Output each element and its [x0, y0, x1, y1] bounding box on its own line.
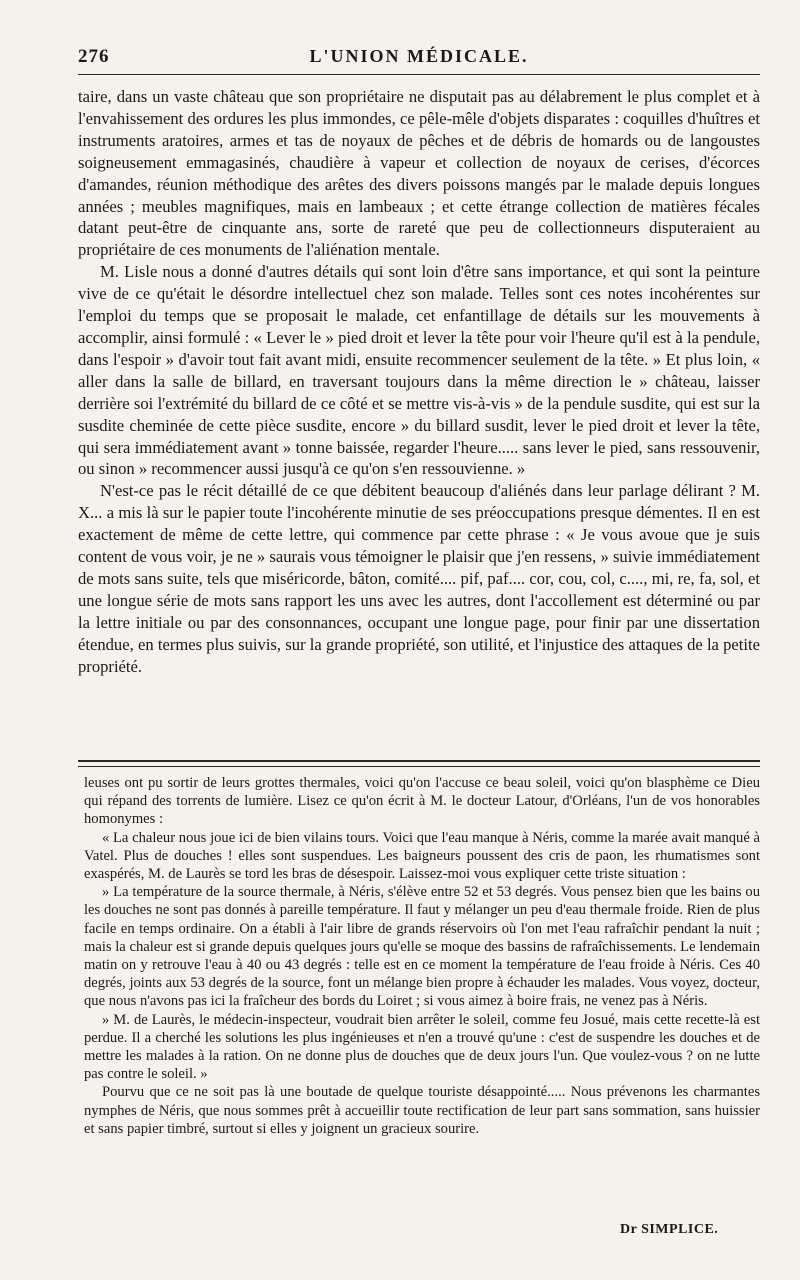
- feuilleton-paragraph: « La chaleur nous joue ici de bien vilains tours. Voici que l'eau manque à Néris, comme la marée avait manqué à Vatel. Plus de douches ! elles sont suspendues. Les baigneurs poussent des cris de paon, les rhumatismes sont exaspérés, M. de Laurès se tord les bras de désespoir. Laissez-moi vous expliquer cette triste situation :: [84, 829, 760, 883]
- feuilleton-paragraph: » M. de Laurès, le médecin-inspecteur, voudrait bien arrêter le soleil, comme feu Josué, mais cette recette-là est perdue. Il a cherché les solutions les plus ingénieuses et n'en a trouvé qu'une : c'est de suspendre les douches et de mettre les malades à la ration. On ne donne plus de douches que de deux jours l'un. Que voulez-vous ? on ne lutte pas contre le soleil. »: [84, 1011, 760, 1083]
- feuilleton-paragraph: » La température de la source thermale, à Néris, s'élève entre 52 et 53 degrés. Vous pensez bien que les bains ou les douches ne sont pas donnés à pareille température. Il faut y mélanger un peu d'eau thermale froide. Rien de plus facile en temps ordinaire. On a établi à l'air libre de grands réservoirs où l'on met l'eau rafraîchir pendant la nuit ; mais la chaleur est si grande depuis quelques jours qu'elle se moque des bassins de rafraîchissements. Le lendemain matin on y retrouve l'eau à 40 ou 43 degrés : telle est en ce moment la température de l'eau froide à Néris. Ces 40 degrés, joints aux 53 degrés de la source, font un mélange bien propre à échauder les malades. Vous voyez, docteur, que nous n'avons pas ici la fraîcheur des bords du Loiret ; si vous aimez à boire frais, ne venez pas à Néris.: [84, 884, 760, 1010]
- running-title: L'UNION MÉDICALE.: [309, 46, 529, 66]
- feuilleton-separator: [78, 760, 760, 767]
- feuilleton-paragraph: Pourvu que ce ne soit pas là une boutade de quelque touriste désappointé..... Nous prévenons les charmantes nymphes de Néris, que nous sommes prêt à accueillir toute rectification de leur part sans sommation, sans huissier et sans papier timbré, surtout si elles y joignent un gracieux sourire.: [84, 1084, 760, 1137]
- feuilleton-paragraph: leuses ont pu sortir de leurs grottes thermales, voici qu'on l'accuse ce beau soleil, voici qu'on blasphème ce Dieu qui répand des torrents de lumière. Lisez ce qu'on écrit à M. le docteur Latour, d'Orléans, l'un de vos honorables homonymes :: [84, 775, 760, 828]
- article-paragraph: taire, dans un vaste château que son propriétaire ne disputait pas au délabrement le plus complet et à l'envahissement des ordures les plus immondes, ce pêle-mêle d'objets disparates : coquilles d'huîtres et instruments aratoires, armes et tas de noyaux de pêches et de débris de homards ou de langoustes soigneusement emmagasinés, chaudière à vapeur et collection de noyaux de cerises, d'écorces d'amandes, réunion méthodique des arêtes des divers poissons mangés par le malade depuis longues années ; meubles magnifiques, mais en lambeaux ; et cette étrange collection de matières fécales datant peut-être de cinquante ans, sorte de rareté que peu de collectionneurs disputeraient au propriétaire de ces monuments de l'aliénation mentale.: [78, 87, 760, 260]
- feuilleton-section: [84, 774, 760, 1138]
- page-header: [78, 42, 760, 72]
- header-rule: [78, 74, 760, 75]
- author-signature: Dr SIMPLICE.: [620, 1222, 719, 1237]
- article-paragraph: N'est-ce pas le récit détaillé de ce que débitent beaucoup d'aliénés dans leur parlage délirant ? M. X... a mis là sur le papier toute l'incohérente minutie de ses préoccupations presque démentes. Il en est exactement de même de cette lettre, qui commence par cette phrase : « Je vous avoue que je suis content de vous voir, je ne » saurais vous témoigner le plaisir que j'en ressens, » suivie immédiatement de mots sans suite, tels que miséricorde, bâton, comité.... pif, paf.... cor, cou, col, c...., mi, re, fa, sol, et une longue série de mots sans rapport les uns avec les autres, dont l'accollement est déterminé ou par la lettre initiale ou par des consonnances, occupant une longue page, pour finir par une dissertation étendue, en termes plus suivis, sur la grande propriété, son utilité, et l'injustice des attaques de la petite propriété.: [78, 481, 760, 676]
- page-number: 276: [78, 46, 110, 67]
- article-paragraph: M. Lisle nous a donné d'autres détails qui sont loin d'être sans importance, et qui sont la peinture vive de ce qu'était le désordre intellectuel chez son malade. Telles sont ces notes incohérentes sur l'emploi du temps que se proposait le malade, cet enfantillage de détails sur les mouvements à accomplir, ainsi formulé : « Lever le » pied droit et lever la tête pour voir l'heure qu'il est à la pendule, dans l'espoir » d'avoir tout fait avant midi, ensuite recommencer seulement de la tête. » Et plus loin, « aller dans la salle de billard, en traversant toujours dans la même direction le » château, laisser derrière soi l'extrémité du billard de ce côté et se mettre vis-à-vis » de la pendule susdite, qui est sur la susdite cheminée de cette pièce susdite, encore » du billard susdit, lever le pied droit et lever la tête, qui sera immédiatement avant » tonne baissée, regarder l'heure..... sans lever le pied, sans ressouvenir, ou sinon » recommencer aussi jusqu'à ce qu'on s'en ressouvienne. »: [78, 262, 760, 479]
- main-article: [78, 86, 760, 677]
